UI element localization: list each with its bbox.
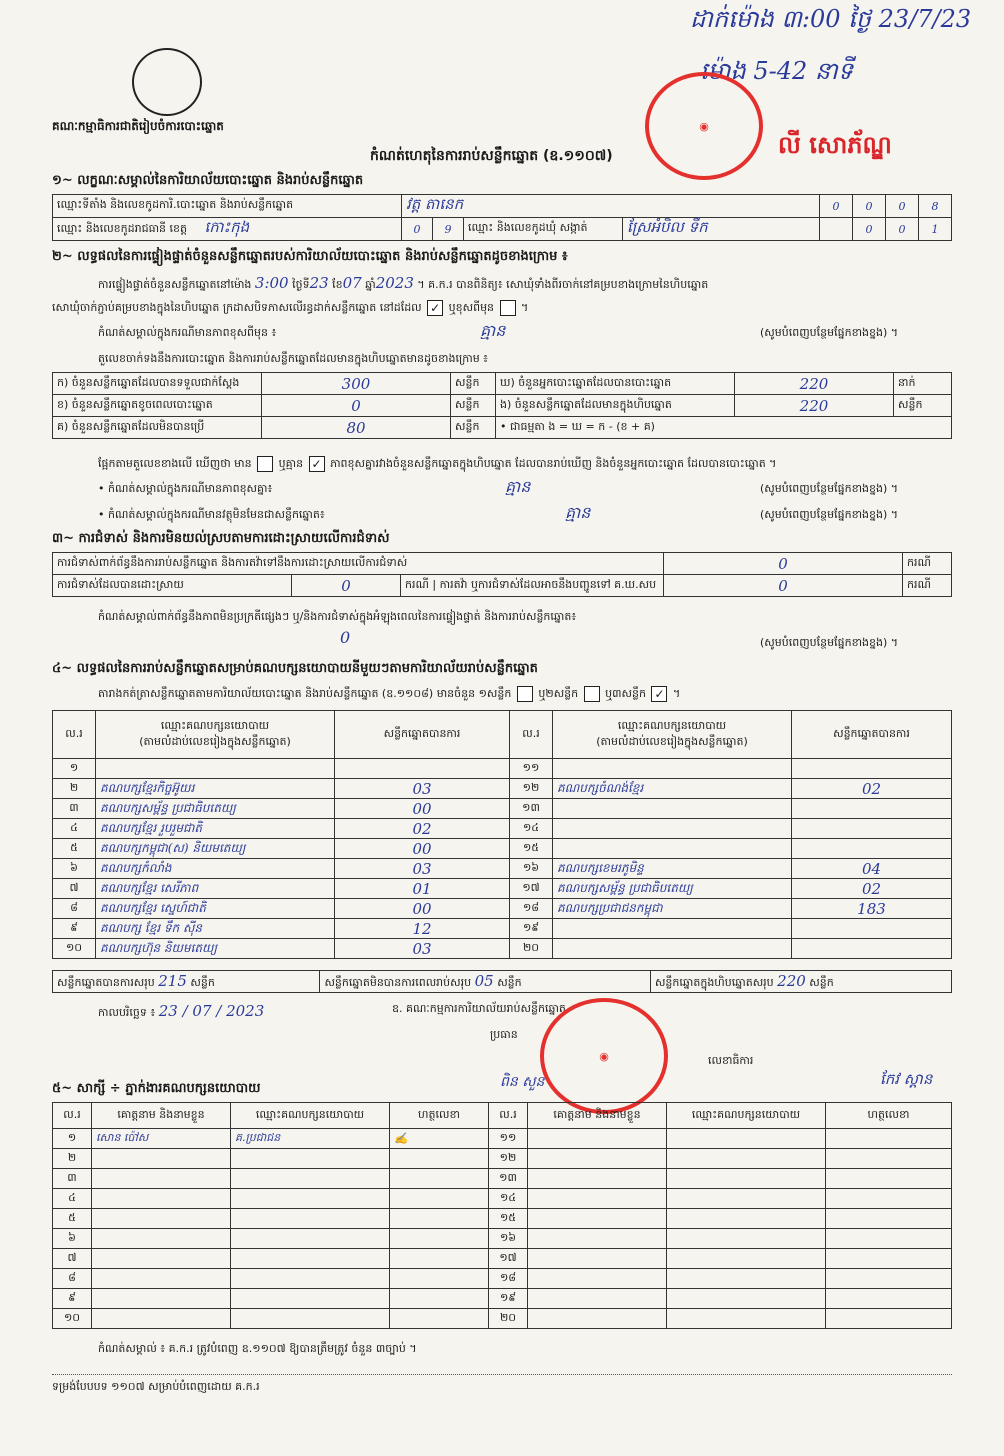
table-row — [53, 1149, 952, 1169]
party-number: ៣ — [53, 799, 96, 819]
party-name: គណបក្សខេមរភូមិន្ទ — [553, 859, 792, 879]
party-name: គណបក្សហ៊ុន និយមតេយ្យ — [96, 939, 335, 959]
witness-number: ១១ — [489, 1129, 528, 1149]
witness-number: ២ — [53, 1149, 92, 1169]
party-votes: 183 — [792, 899, 952, 919]
irregularity-note-label: កំណត់សម្គាល់ពាក់ព័ន្ធនឹងភាពមិនប្រក្រតីផ្សេងៗ ឬ/និងការជំទាស់ក្នុងអំឡុងពេលនៃការផ្ទៀងផ្ទាត់ និងការរាប់សន្លឹកឆ្នោត៖ — [98, 610, 577, 623]
witness-signature — [826, 1149, 952, 1169]
verify-line2: សោឃុំចាក់ភ្ជាប់គម្របខាងក្នុងនៃហិបឆ្នោត ក្រដាសបិទភាសលើរន្ធដាក់សន្លឹកឆ្នោត នៅដដែល ✓ ឬខុសពីមុន ។ — [52, 301, 529, 315]
party-number: ៧ — [53, 879, 96, 899]
box-ballots-label: ង) ចំនួនសន្លឹកឆ្នោតដែលមានក្នុងហិបឆ្នោត — [496, 395, 735, 417]
object-note-label: • កំណត់សម្គាល់ក្នុងករណីមានវត្ថុមិនមែនជាសន្លឹកឆ្នោត៖ — [98, 508, 325, 521]
witness-signature — [390, 1309, 489, 1329]
irregularity-note-value: 0 — [340, 628, 351, 647]
province-code-digit: 0 — [402, 218, 433, 241]
complaints-table: ការជំទាស់ពាក់ព័ន្ធនឹងការរាប់សន្លឹកឆ្នោត និងការតវ៉ាទៅនឹងការដោះស្រាយលើការជំទាស់ 0 ករណី ការជំទាស់ដែលបានដោះស្រាយ 0 ករណី | ការតវ៉ា ឬការជំទាស់ដែលអាចនឹងបញ្ជូនទៅ គ.ឃ.សប 0 ករណី — [52, 552, 952, 597]
party-votes — [792, 839, 952, 859]
difference-line: ផ្អែកតាមតួលេខខាងលើ ឃើញថា មាន ឬគ្មាន ✓ ភាពខុសគ្នារវាងចំនួនសន្លឹកឆ្នោតក្នុងហិបឆ្នោត ដែលបានរាប់ឃើញ និងចំនួនអ្នកបោះឆ្នោត ដែលបានបោះឆ្នោត ។ — [98, 457, 777, 471]
table-row — [53, 839, 952, 859]
has-difference-checkbox[interactable] — [257, 456, 273, 472]
witness-party — [667, 1249, 826, 1269]
unchanged-checkbox[interactable]: ✓ — [427, 300, 443, 316]
witness-number: ៤ — [53, 1189, 92, 1209]
commune-code-digit: 0 — [853, 218, 886, 241]
party-number: ៤ — [53, 819, 96, 839]
three-sheets-checkbox[interactable]: ✓ — [651, 686, 667, 702]
witness-signature — [390, 1289, 489, 1309]
table-row — [53, 819, 952, 839]
party-votes — [792, 919, 952, 939]
witness-party — [231, 1229, 390, 1249]
received-ballots-label: ក) ចំនួនសន្លឹកឆ្នោតដែលបានទទួលជាក់ស្តែង — [53, 373, 262, 395]
party-name — [553, 839, 792, 859]
witness-number: ១៩ — [489, 1289, 528, 1309]
location-code-digit: 0 — [886, 195, 919, 218]
date-line: កាលបរិច្ឆេទ ៖ 23 / 07 / 2023 — [98, 1002, 265, 1020]
witness-number: ១៣ — [489, 1169, 528, 1189]
committee-label: ឧ. គណៈកម្មការការិយាល័យរាប់សន្លឹកឆ្នោត — [392, 1002, 566, 1015]
unused-ballots-value: 80 — [262, 417, 451, 439]
witness-party — [667, 1269, 826, 1289]
party-votes: 02 — [792, 779, 952, 799]
red-seal-stamp: ◉ — [645, 72, 763, 180]
witness-name — [528, 1229, 667, 1249]
no-difference-checkbox[interactable]: ✓ — [309, 456, 325, 472]
page-title: កំណត់ហេតុនៃការរាប់សន្លឹកឆ្នោត (ឧ.១១០៧) — [370, 148, 613, 164]
table-row — [53, 1249, 952, 1269]
table-row — [53, 1129, 952, 1149]
witness-name — [528, 1189, 667, 1209]
witness-signature — [390, 1269, 489, 1289]
party-name: គណបក្ស ខ្មែរ ទឹក ស៊ីន — [96, 919, 335, 939]
witness-number: ៨ — [53, 1269, 92, 1289]
location-code-digit: 8 — [919, 195, 952, 218]
top-handwritten-note: ដាក់ម៉ោង ៣:00 ថ្ងៃ 23/7/23 — [690, 5, 972, 33]
commune-code-digit: 0 — [886, 218, 919, 241]
witness-signature — [826, 1229, 952, 1249]
party-votes: 03 — [335, 779, 510, 799]
party-number: ៨ — [53, 899, 96, 919]
party-number: ១៧ — [510, 879, 553, 899]
party-number: ១៣ — [510, 799, 553, 819]
form-footer: ទម្រង់បែបបទ ១១០៧ សម្រាប់បំពេញដោយ គ.ក.រ — [52, 1380, 260, 1393]
appeal-value: 0 — [664, 575, 903, 597]
voters-label: ឃ) ចំនួនអ្នកបោះឆ្នោតដែលបានបោះឆ្នោត — [496, 373, 735, 395]
spoiled-ballots-label: ខ) ចំនួនសន្លឹកឆ្នោតខូចពេលបោះឆ្នោត — [53, 395, 262, 417]
witness-signature — [390, 1209, 489, 1229]
witness-party — [667, 1189, 826, 1209]
footnote: កំណត់សម្គាល់ ៖ គ.ក.រ ត្រូវបំពេញ ឧ.១១០៧ ឱ្យបានត្រឹមត្រូវ ចំនួន ៣ច្បាប់ ។ — [98, 1342, 417, 1355]
party-votes — [792, 939, 952, 959]
witness-party — [231, 1209, 390, 1229]
commune-label: ឈ្មោះ និងលេខកូដឃុំ សង្កាត់ — [464, 218, 623, 241]
table-row — [53, 859, 952, 879]
party-name — [553, 919, 792, 939]
party-votes: 00 — [335, 799, 510, 819]
witness-signature — [826, 1269, 952, 1289]
party-number: ១៤ — [510, 819, 553, 839]
party-number: ២ — [53, 779, 96, 799]
location-code-digit: 0 — [853, 195, 886, 218]
witness-signature — [390, 1169, 489, 1189]
witness-signature — [826, 1169, 952, 1189]
witness-party — [667, 1289, 826, 1309]
witness-number: ៧ — [53, 1249, 92, 1269]
witness-name — [92, 1209, 231, 1229]
province-label: ឈ្មោះ និងលេខកូដរាជធានី ខេត្ត កោះកុង — [53, 218, 402, 241]
party-number: ១៦ — [510, 859, 553, 879]
commune-code-digit: 1 — [919, 218, 952, 241]
party-votes: 00 — [335, 839, 510, 859]
witness-name — [92, 1229, 231, 1249]
table-row — [53, 759, 952, 779]
unused-ballots-label: គ) ចំនួនសន្លឹកឆ្នោតដែលមិនបានប្រើ — [53, 417, 262, 439]
party-name: គណបក្សសម្ព័ន្ធ ប្រជាធិបតេយ្យ — [96, 799, 335, 819]
party-votes: 01 — [335, 879, 510, 899]
party-name: គណបក្សប្រជាជនកម្ពុជា — [553, 899, 792, 919]
received-by-name: លី សោភ័ណ្ឌ — [778, 131, 892, 159]
party-votes: 02 — [792, 879, 952, 899]
witness-party — [231, 1149, 390, 1169]
witness-name — [528, 1269, 667, 1289]
witness-name — [92, 1169, 231, 1189]
party-votes: 00 — [335, 899, 510, 919]
witness-signature — [390, 1149, 489, 1169]
witness-number: ៥ — [53, 1209, 92, 1229]
verify-year: 2023 — [375, 274, 414, 292]
section3-title: ៣~ ការជំទាស់ និងការមិនយល់ស្របតាមការដោះស្រាយលើការជំទាស់ — [52, 531, 390, 546]
witness-party — [667, 1229, 826, 1249]
province-code-digit: 9 — [433, 218, 464, 241]
party-number: ១១ — [510, 759, 553, 779]
figures-table: ក) ចំនួនសន្លឹកឆ្នោតដែលបានទទួលជាក់ស្តែង 300 សន្លឹក ឃ) ចំនួនអ្នកបោះឆ្នោតដែលបានបោះឆ្នោត 220 នាក់ ខ) ចំនួនសន្លឹកឆ្នោតខូចពេលបោះឆ្នោត 0 សន្លឹក ង) ចំនួនសន្លឹកឆ្នោតដែលមានក្នុងហិបឆ្នោត 220 សន្លឹក គ) ចំនួនសន្លឹកឆ្នោតដែលមិនបានប្រើ 80 សន្លឹក • ជាធម្មតា ង = ឃ = ក - (ខ + គ) — [52, 372, 952, 439]
changed-checkbox[interactable] — [500, 300, 516, 316]
party-name: គណបក្សខ្មែរកិច្ចអ៊ូយរ — [96, 779, 335, 799]
witness-number: ៣ — [53, 1169, 92, 1189]
witness-name — [92, 1309, 231, 1329]
fill-hint: (សូមបំពេញបន្ថែមផ្នែកខាងខ្នង) ។ — [760, 326, 899, 339]
section1-title: ១~ លក្ខណៈសម្គាល់នៃការិយាល័យបោះឆ្នោត និងរាប់សន្លឹកឆ្នោត — [52, 173, 364, 188]
witness-party — [667, 1149, 826, 1169]
section5-title: ៥~ សាក្សី ÷ ភ្នាក់ងារគណបក្សនយោបាយ — [52, 1081, 261, 1096]
party-votes: 12 — [335, 919, 510, 939]
witness-signature: ✍ — [390, 1129, 489, 1149]
location-label: ឈ្មោះទីតាំង និងលេខកូដការិ.បោះឆ្នោត និងរាប់សន្លឹកឆ្នោត — [53, 195, 402, 218]
party-name: គណបក្សខ្មែរ សេរីភាព — [96, 879, 335, 899]
verify-month: 07 — [342, 274, 362, 292]
witness-number: ១៧ — [489, 1249, 528, 1269]
org-name: គណៈកម្មាធិការជាតិរៀបចំការបោះឆ្នោត — [52, 119, 224, 133]
chair-label: ប្រធាន — [490, 1028, 518, 1041]
witness-number: ៦ — [53, 1229, 92, 1249]
party-name: គណបក្សចំណង់ខ្មែរ — [553, 779, 792, 799]
formula-note: • ជាធម្មតា ង = ឃ = ក - (ខ + គ) — [496, 417, 952, 439]
difference-note-label: • កំណត់សម្គាល់ក្នុងករណីមានភាពខុសគ្នា៖ — [98, 482, 273, 495]
box-total: 220 — [777, 971, 806, 990]
witness-name — [92, 1289, 231, 1309]
party-name — [553, 939, 792, 959]
party-number: ១៥ — [510, 839, 553, 859]
witness-number: ១៦ — [489, 1229, 528, 1249]
party-number: ១០ — [53, 939, 96, 959]
ballot-count-form: ដាក់ម៉ោង ៣:00 ថ្ងៃ 23/7/23 ម៉ោង 5-42 នាទី ◉ លី សោភ័ណ្ឌ គណៈកម្មាធិការជាតិរៀបចំការបោះឆ្នោត កំណត់ហេតុនៃការរាប់សន្លឹកឆ្នោត (ឧ.១១០៧) ១~ លក្ខណៈសម្គាល់នៃការិយាល័យបោះឆ្នោត និងរាប់សន្លឹកឆ្នោត ឈ្មោះទីតាំង និងលេខកូដការិ.បោះឆ្នោត និងរាប់សន្លឹកឆ្នោត វត្ត តានេក 0 0 0 8 ឈ្មោះ និងលេខកូដរាជធានី ខេត្ត កោះកុង 0 9 ឈ្មោះ និងលេខកូដឃុំ សង្កាត់ ស្រែអំបិល ទឹក 0 0 1 ២~ លទ្ធផលនៃការផ្ទៀងផ្ទាត់ចំនួនសន្លឹកឆ្នោតរបស់ការិយាល័យបោះឆ្នោត និងរាប់សន្លឹកឆ្នោតដូចខាងក្រោម ៖ ការផ្ទៀងផ្ទាត់ចំនួនសន្លឹកឆ្នោតនៅម៉ោង 3:00 ថ្ងៃទី23 ខែ07 ឆ្នាំ2023 ។ គ.ក.រ បានពិនិត្យ៖ សោឃុំទាំងពីរចាក់នៅគម្របខាងក្រោមនៃហិបឆ្នោត សោឃុំចាក់ភ្ជាប់គម្របខាងក្នុងនៃហិបឆ្នោត ក្រដាសបិទភាសលើរន្ធដាក់សន្លឹកឆ្នោត នៅដដែល ✓ ឬខុសពីមុន ។ កំណត់សម្គាល់ក្នុងករណីមានភាពខុសពីមុន ៖ គ្មាន (សូមបំពេញបន្ថែមផ្នែកខាងខ្នង) ។ តួលេខចាក់ទងនឹងការបោះឆ្នោត និងការរាប់សន្លឹកឆ្នោតដែលមានក្នុងហិបឆ្នោតមានដូចខាងក្រោម ៖ ក) ចំនួនសន្លឹកឆ្នោតដែលបានទទួលជាក់ស្តែង 300 សន្លឹក ឃ) ចំនួនអ្នកបោះឆ្នោតដែលបានបោះឆ្នោត 220 នាក់ ខ) ចំនួនសន្លឹកឆ្នោតខូចពេលបោះឆ្នោត 0 សន្លឹក ង) ចំនួនសន្លឹកឆ្នោតដែលមានក្នុងហិបឆ្នោត 220 សន្លឹក គ) ចំនួនសន្លឹកឆ្នោតដែលមិនបានប្រើ 80 សន្លឹក • ជាធម្មតា ង = ឃ = ក - (ខ + គ) ផ្អែកតាមតួលេខខាងលើ ឃើញថា មាន ឬគ្មាន ✓ ភាពខុសគ្នារវាងចំនួនសន្លឹកឆ្នោតក្នុងហិបឆ្នោត ដែលបានរាប់ឃើញ និងចំនួនអ្នកបោះឆ្នោត ដែលបានបោះឆ្នោត ។ • កំណត់សម្គាល់ក្នុងករណីមានភាពខុសគ្នា៖ គ្មាន (សូមបំពេញបន្ថែមផ្នែកខាងខ្នង) ។ • កំណត់សម្គាល់ក្នុងករណីមានវត្ថុមិនមែនជាសន្លឹកឆ្នោត៖ គ្មាន (សូមបំពេញបន្ថែមផ្នែកខាងខ្នង) ។ ៣~ ការជំទាស់ និងការមិនយល់ស្របតាមការដោះស្រាយលើការជំទាស់ ការជំទាស់ពាក់ព័ន្ធនឹងការរាប់សន្លឹកឆ្នោត និងការតវ៉ាទៅនឹងការដោះស្រាយលើការជំទាស់ 0 ករណី ការជំទាស់ដែលបានដោះស្រាយ 0 ករណី | ការតវ៉ា ឬការជំទាស់ដែលអាចនឹងបញ្ជូនទៅ គ.ឃ.សប 0 ករណី កំណត់សម្គាល់ពាក់ព័ន្ធនឹងភាពមិនប្រក្រតីផ្សេងៗ ឬ/និងការជំទាស់ក្នុងអំឡុងពេលនៃការផ្ទៀងផ្ទាត់ និងការរាប់សន្លឹកឆ្នោត៖ 0 (សូមបំពេញបន្ថែមផ្នែកខាងខ្នង) ។ ៤~ លទ្ធផលនៃការរាប់សន្លឹកឆ្នោតសម្រាប់គណបក្សនយោបាយនីមួយៗតាមការិយាល័យរាប់សន្លឹកឆ្នោត តារាងកត់ត្រាសន្លឹកឆ្នោតតាមការិយាល័យបោះឆ្នោត និងរាប់សន្លឹកឆ្នោត (ឧ.១១០៨) មានចំនួន ១សន្លឹក ឬ២សន្លឹក ឬ៣សន្លឹក ✓ ។ ល.រ ឈ្មោះគណបក្សនយោបាយ (តាមលំដាប់លេខរៀងក្នុងសន្លឹកឆ្នោត) សន្លឹកឆ្នោតបានការ ល.រ ឈ្មោះគណបក្សនយោបាយ (តាមលំដាប់លេខរៀងក្នុងសន្លឹកឆ្នោត) សន្លឹកឆ្នោតបានការ ១ ១១ ២ គណបក្សខ្មែរកិច្ចអ៊ូយរ 03 ១២ គណបក្សចំណង់ខ្មែរ 02 ៣ គណបក្សសម្ព័ន្ធ ប្រជាធិបតេយ្យ 00 ១៣ ៤ គណបក្សខ្មែរ រួបរួមជាតិ 02 ១៤ ៥ គណបក្សកម្ពុជា(ស) និយមតេយ្យ 00 ១៥ ៦ គណបក្សកំលាំង 03 ១៦ គណបក្សខេមរភូមិន្ទ 04 ៧ គណបក្សខ្មែរ សេរីភាព 01 ១៧ គណបក្សសម្ព័ន្ធ ប្រជាធិបតេយ្យ 02 ៨ គណបក្សខ្មែរ ស្នេហ៍ជាតិ 00 ១៨ គណបក្សប្រជាជនកម្ពុជា 183 ៩ គណបក្ស ខ្មែរ ទឹក ស៊ីន 12 ១៩ ១០ គណបក្សហ៊ុន និយមតេយ្យ 03 ២០ សន្លឹកឆ្នោតបានការសរុប 215 សន្លឹក សន្លឹកឆ្នោតមិនបានការពេលរាប់សរុប 05 សន្លឹក សន្លឹកឆ្នោតក្នុងហិបឆ្នោតសរុប 220 សន្លឹក កាលបរិច្ឆេទ ៖ 23 / 07 / 2023 ឧ. គណៈកម្មការការិយាល័យរាប់សន្លឹកឆ្នោត ប្រធាន ◉ ពិន សួន លេខាធិការ កែវ ស្ដាន ៥~ សាក្សី ÷ ភ្នាក់ងារគណបក្សនយោបាយ ល.រ គោត្តនាម និងនាមខ្លួន ឈ្មោះគណបក្សនយោបាយ ហត្ថលេខា ល.រ គោត្តនាម និងនាមខ្លួន ឈ្មោះគណបក្សនយោបាយ ហត្ថលេខា ១ សោន ប៉ៅស គ.ប្រជាជន ✍ ១១ ២ ១២ ៣ ១៣ ៤ ១៤ ៥ ១៥ ៦ ១៦ ៧ ១៧ ៨ ១៨ ៩ ១៩ ១០ ២០ កំណត់សម្គាល់ ៖ គ.ក.រ ត្រូវបំពេញ ឧ.១១០៧ ឱ្យបានត្រឹមត្រូវ ចំនួន ៣ច្បាប់ ។ ទម្រង់បែបបទ ១១០៧ សម្រាប់បំពេញដោយ គ.ក.រ — [0, 0, 1004, 1456]
witness-number: ១២ — [489, 1149, 528, 1169]
valid-total: 215 — [158, 971, 187, 990]
change-note-value: គ្មាន — [480, 321, 506, 340]
table-row — [53, 1189, 952, 1209]
location-value: វត្ត តានេក — [402, 195, 820, 218]
divider — [52, 1374, 952, 1375]
commune-value: ស្រែអំបិល ទឹក — [623, 218, 820, 241]
witness-signature — [826, 1309, 952, 1329]
table-row — [53, 899, 952, 919]
party-number: ១ — [53, 759, 96, 779]
party-votes — [792, 799, 952, 819]
witness-signature — [390, 1229, 489, 1249]
nec-logo-icon — [132, 48, 202, 116]
table-row — [53, 939, 952, 959]
top-handwritten-time: ម៉ោង 5-42 នាទី — [700, 57, 853, 85]
box-ballots-value: 220 — [735, 395, 894, 417]
party-number: ២០ — [510, 939, 553, 959]
witness-number: ២០ — [489, 1309, 528, 1329]
party-votes: 02 — [335, 819, 510, 839]
section1-table — [52, 194, 952, 241]
party-name — [553, 799, 792, 819]
party-votes — [792, 819, 952, 839]
table-row — [53, 799, 952, 819]
table-row — [53, 1309, 952, 1329]
party-number: ១៨ — [510, 899, 553, 919]
party-number: ១៩ — [510, 919, 553, 939]
witness-party — [231, 1249, 390, 1269]
table-row — [53, 1169, 952, 1189]
figures-intro: តួលេខចាក់ទងនឹងការបោះឆ្នោត និងការរាប់សន្លឹកឆ្នោតដែលមានក្នុងហិបឆ្នោតមានដូចខាងក្រោម ៖ — [98, 352, 489, 365]
section2-title: ២~ លទ្ធផលនៃការផ្ទៀងផ្ទាត់ចំនួនសន្លឹកឆ្នោតរបស់ការិយាល័យបោះឆ្នោត និងរាប់សន្លឹកឆ្នោតដូចខាងក្រោម ៖ — [52, 249, 568, 264]
resolved-value: 0 — [292, 575, 401, 597]
party-votes: 03 — [335, 939, 510, 959]
witness-name: សោន ប៉ៅស — [92, 1129, 231, 1149]
invalid-total: 05 — [474, 971, 494, 990]
witness-number: ៩ — [53, 1289, 92, 1309]
witness-party — [231, 1189, 390, 1209]
witness-signature — [390, 1249, 489, 1269]
party-number: ១២ — [510, 779, 553, 799]
party-name: គណបក្សខ្មែរ រួបរួមជាតិ — [96, 819, 335, 839]
witness-name — [528, 1309, 667, 1329]
section4-title: ៤~ លទ្ធផលនៃការរាប់សន្លឹកឆ្នោតសម្រាប់គណបក្សនយោបាយនីមួយៗតាមការិយាល័យរាប់សន្លឹកឆ្នោត — [52, 661, 538, 676]
party-votes: 04 — [792, 859, 952, 879]
witness-party — [667, 1309, 826, 1329]
witness-number: ១៨ — [489, 1269, 528, 1289]
party-votes — [792, 759, 952, 779]
party-number: ៥ — [53, 839, 96, 859]
witness-name — [528, 1129, 667, 1149]
witness-party — [231, 1169, 390, 1189]
chair-signature-name: ពិន សួន — [500, 1074, 545, 1090]
totals-row: សន្លឹកឆ្នោតបានការសរុប 215 សន្លឹក សន្លឹកឆ្នោតមិនបានការពេលរាប់សរុប 05 សន្លឹក សន្លឹកឆ្នោតក្នុងហិបឆ្នោតសរុប 220 សន្លឹក — [52, 970, 952, 993]
province-value: កោះកុង — [204, 218, 250, 236]
table-row — [53, 1269, 952, 1289]
party-number: ៩ — [53, 919, 96, 939]
verify-time: 3:00 — [254, 274, 289, 292]
table-row — [53, 1209, 952, 1229]
witness-signature — [826, 1209, 952, 1229]
witness-name — [528, 1149, 667, 1169]
party-name — [553, 759, 792, 779]
tally-sheets-line: តារាងកត់ត្រាសន្លឹកឆ្នោតតាមការិយាល័យបោះឆ្នោត និងរាប់សន្លឹកឆ្នោត (ឧ.១១០៨) មានចំនួន ១សន្លឹក ឬ២សន្លឹក ឬ៣សន្លឹក ✓ ។ — [98, 687, 681, 701]
location-code-digit: 0 — [820, 195, 853, 218]
party-name — [96, 759, 335, 779]
witness-party — [231, 1269, 390, 1289]
witness-number: ១ — [53, 1129, 92, 1149]
witness-signature — [826, 1289, 952, 1309]
witness-rows — [53, 1129, 952, 1329]
witness-party — [231, 1309, 390, 1329]
witness-party — [667, 1129, 826, 1149]
party-name: គណបក្សខ្មែរ ស្នេហ៍ជាតិ — [96, 899, 335, 919]
party-votes: 03 — [335, 859, 510, 879]
change-note-label: កំណត់សម្គាល់ក្នុងករណីមានភាពខុសពីមុន ៖ — [98, 326, 277, 339]
party-name: គណបក្សកំលាំង — [96, 859, 335, 879]
witness-party — [231, 1289, 390, 1309]
witness-number: ១៥ — [489, 1209, 528, 1229]
secretary-name: កែវ ស្ដាន — [880, 1070, 933, 1088]
secretary-label: លេខាធិការ — [708, 1054, 754, 1067]
witness-name — [92, 1149, 231, 1169]
party-name: គណបក្សកម្ពុជា(ស) និយមតេយ្យ — [96, 839, 335, 859]
spoiled-ballots-value: 0 — [262, 395, 451, 417]
witness-name — [92, 1189, 231, 1209]
witness-party — [667, 1209, 826, 1229]
appeal-label: ការតវ៉ា ឬការជំទាស់ដែលអាចនឹងបញ្ជូនទៅ គ.ឃ.សប — [439, 577, 657, 591]
two-sheets-checkbox[interactable] — [584, 686, 600, 702]
resolved-label: ការជំទាស់ដែលបានដោះស្រាយ — [53, 575, 292, 597]
party-number: ៦ — [53, 859, 96, 879]
witness-number: ១៤ — [489, 1189, 528, 1209]
witness-name — [528, 1249, 667, 1269]
table-row — [53, 779, 952, 799]
witness-party — [667, 1169, 826, 1189]
received-ballots-value: 300 — [262, 373, 451, 395]
verify-line1: ការផ្ទៀងផ្ទាត់ចំនួនសន្លឹកឆ្នោតនៅម៉ោង 3:00 ថ្ងៃទី23 ខែ07 ឆ្នាំ2023 ។ គ.ក.រ បានពិនិត្យ៖ សោឃុំទាំងពីរចាក់នៅគម្របខាងក្រោមនៃហិបឆ្នោត — [98, 274, 709, 292]
verify-day: 23 — [309, 274, 329, 292]
witness-party: គ.ប្រជាជន — [231, 1129, 390, 1149]
object-note-value: គ្មាន — [565, 503, 591, 522]
table-row — [53, 1229, 952, 1249]
witness-name — [92, 1269, 231, 1289]
witness-table: ល.រ គោត្តនាម និងនាមខ្លួន ឈ្មោះគណបក្សនយោបាយ ហត្ថលេខា ល.រ គោត្តនាម និងនាមខ្លួន ឈ្មោះគណបក្សនយោបាយ ហត្ថលេខា ១ សោន ប៉ៅស គ.ប្រជាជន ✍ ១១ ២ ១២ ៣ ១៣ ៤ ១៤ ៥ ១៥ ៦ ១៦ ៧ ១៧ ៨ ១៨ ៩ ១៩ ១០ ២០ — [52, 1102, 952, 1329]
witness-signature — [826, 1129, 952, 1149]
one-sheet-checkbox[interactable] — [517, 686, 533, 702]
witness-name — [92, 1249, 231, 1269]
form-date: 23 / 07 / 2023 — [158, 1002, 265, 1020]
party-name — [553, 819, 792, 839]
witness-name — [528, 1209, 667, 1229]
complaints-value: 0 — [664, 553, 903, 575]
witness-signature — [390, 1189, 489, 1209]
table-row — [53, 1289, 952, 1309]
witness-signature — [826, 1189, 952, 1209]
committee-red-seal: ◉ — [540, 998, 668, 1114]
witness-number: ១០ — [53, 1309, 92, 1329]
party-name: គណបក្សសម្ព័ន្ធ ប្រជាធិបតេយ្យ — [553, 879, 792, 899]
voters-value: 220 — [735, 373, 894, 395]
complaints-label: ការជំទាស់ពាក់ព័ន្ធនឹងការរាប់សន្លឹកឆ្នោត និងការតវ៉ាទៅនឹងការដោះស្រាយលើការជំទាស់ — [53, 553, 664, 575]
party-rows — [53, 759, 952, 959]
table-row — [53, 879, 952, 899]
witness-name — [528, 1289, 667, 1309]
difference-note-value: គ្មាន — [505, 477, 531, 496]
table-row — [53, 919, 952, 939]
party-votes — [335, 759, 510, 779]
witness-name — [528, 1169, 667, 1189]
party-results-table: ល.រ ឈ្មោះគណបក្សនយោបាយ (តាមលំដាប់លេខរៀងក្នុងសន្លឹកឆ្នោត) សន្លឹកឆ្នោតបានការ ល.រ ឈ្មោះគណបក្សនយោបាយ (តាមលំដាប់លេខរៀងក្នុងសន្លឹកឆ្នោត) សន្លឹកឆ្នោតបានការ ១ ១១ ២ គណបក្សខ្មែរកិច្ចអ៊ូយរ 03 ១២ គណបក្សចំណង់ខ្មែរ 02 ៣ គណបក្សសម្ព័ន្ធ ប្រជាធិបតេយ្យ 00 ១៣ ៤ គណបក្សខ្មែរ រួបរួមជាតិ 02 ១៤ ៥ គណបក្សកម្ពុជា(ស) និយមតេយ្យ 00 ១៥ ៦ គណបក្សកំលាំង 03 ១៦ គណបក្សខេមរភូមិន្ទ 04 ៧ គណបក្សខ្មែរ សេរីភាព 01 ១៧ គណបក្សសម្ព័ន្ធ ប្រជាធិបតេយ្យ 02 ៨ គណបក្សខ្មែរ ស្នេហ៍ជាតិ 00 ១៨ គណបក្សប្រជាជនកម្ពុជា 183 ៩ គណបក្ស ខ្មែរ ទឹក ស៊ីន 12 ១៩ ១០ គណបក្សហ៊ុន និយមតេយ្យ 03 ២០ — [52, 710, 952, 959]
witness-signature — [826, 1249, 952, 1269]
